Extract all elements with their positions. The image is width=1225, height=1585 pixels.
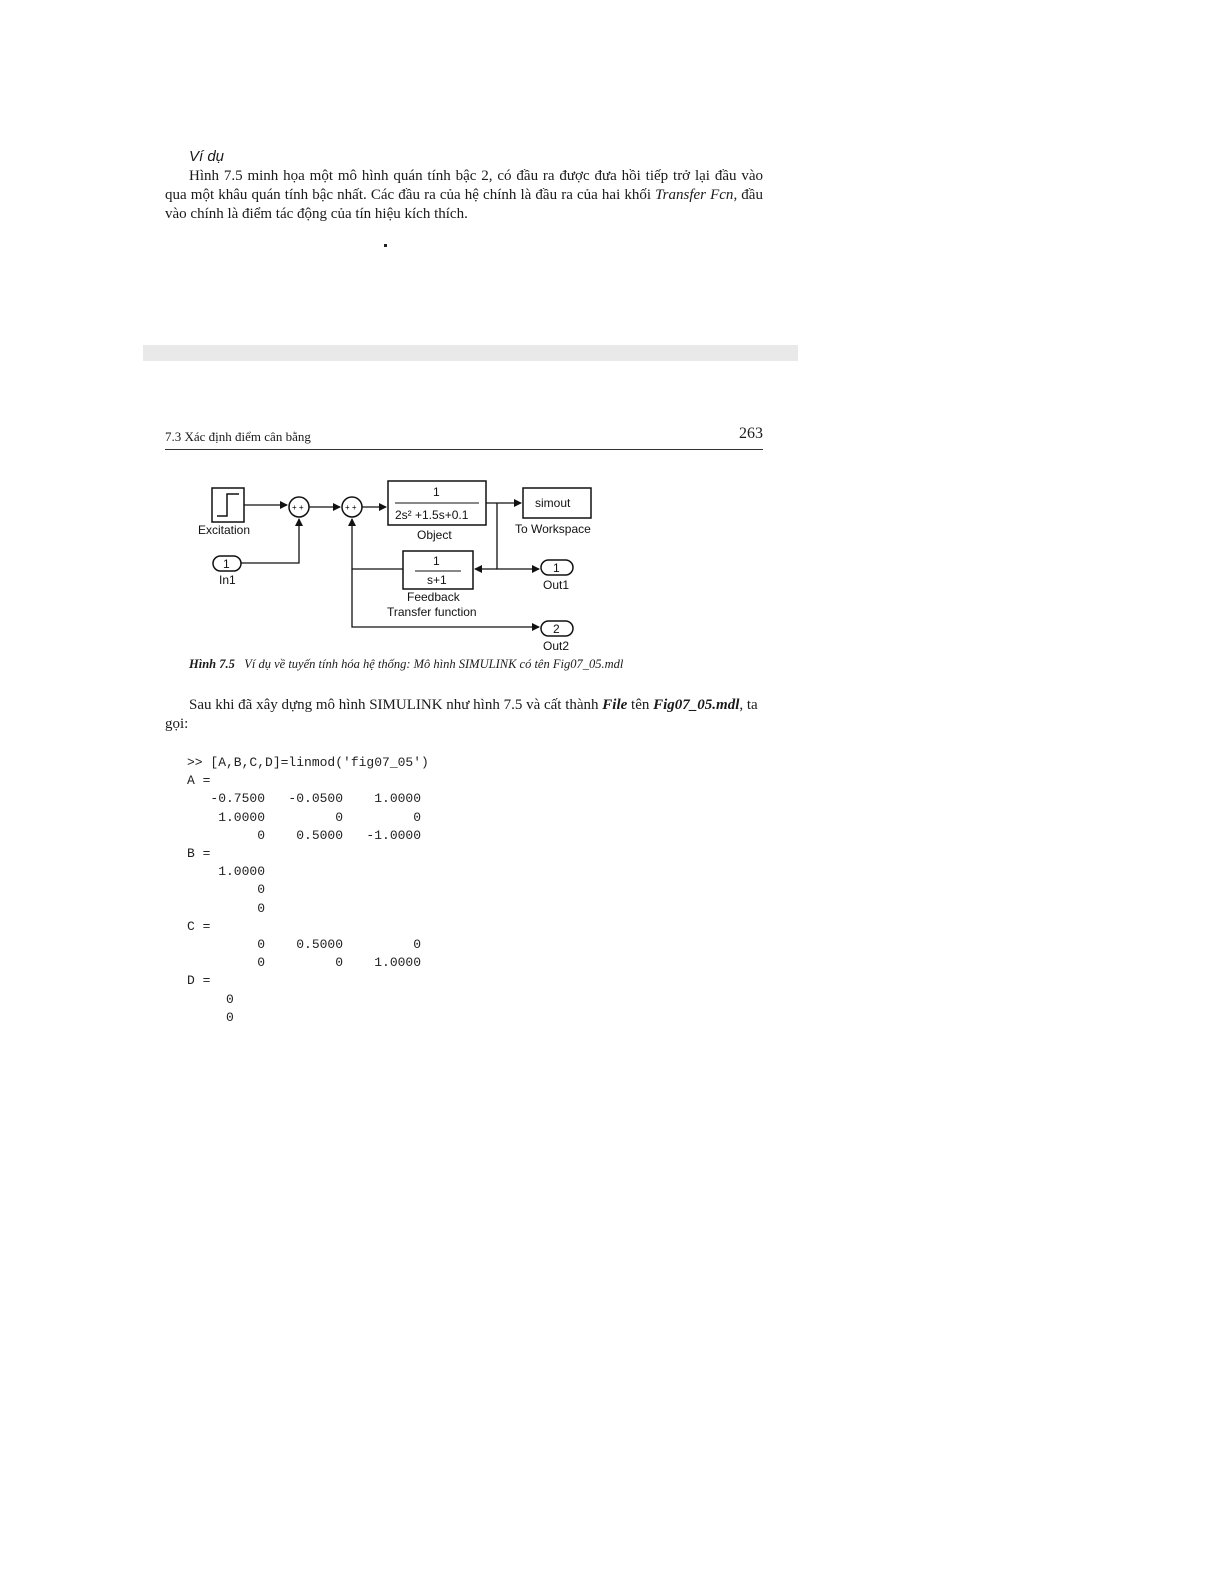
p2-text-3: , ta gọi:	[165, 697, 758, 732]
feedback-block	[387, 551, 477, 619]
header-section-title: 7.3 Xác định điểm cân bằng	[165, 429, 311, 444]
diagram-svg	[165, 470, 763, 660]
paragraph-text-1: Hình 7.5 minh họa một mô hình quán tính bậc 2, có đầu ra được đưa hồi tiếp trở lại đầu vào qua một khâu quán tính bậc nhất. Các đầu ra của hệ chính là đầu ra của hai khối	[165, 168, 763, 203]
object-block	[388, 481, 486, 542]
workspace-block	[515, 488, 591, 536]
in1-number: 1	[223, 557, 230, 571]
sum-2	[342, 497, 362, 517]
object-label: Object	[417, 528, 452, 542]
feedback-label-line2: Transfer function	[387, 605, 477, 619]
out2-number: 2	[553, 622, 560, 636]
stray-dot	[384, 244, 387, 247]
object-denominator: 2s² +1.5s+0.1	[395, 508, 469, 522]
page-separator	[143, 345, 798, 361]
out2-label: Out2	[543, 639, 570, 653]
figure-caption	[189, 657, 623, 672]
simulink-diagram	[165, 470, 763, 660]
header-page-number: 263	[739, 425, 763, 442]
caption-text: Ví dụ về tuyến tính hóa hệ thống: Mô hình SIMULINK có tên Fig07_05.mdl	[244, 657, 624, 671]
workspace-label: To Workspace	[515, 522, 591, 536]
matlab-output: >> [A,B,C,D]=linmod('fig07_05') A = -0.7500 -0.0500 1.0000 1.0000 0 0 0 0.5000 -1.0000 B = 1.0000 0 0 C = 0 0.5000 0 0 0 1.0000 D = 0 0	[187, 755, 429, 1025]
p2-text-1: Sau khi đã xây dựng mô hình SIMULINK như hình 7.5 và cất thành	[189, 697, 603, 713]
out2-port	[541, 621, 573, 653]
p2-text-2: tên	[627, 697, 654, 713]
sum-2-signs: + +	[345, 503, 357, 512]
body-paragraph	[165, 696, 763, 734]
feedback-denominator: s+1	[427, 573, 447, 587]
sum-1	[289, 497, 309, 517]
paragraph-text-2: , đầu vào chính là điểm tác động của tín hiệu kích thích.	[165, 187, 763, 222]
workspace-text: simout	[535, 496, 571, 510]
p2-italic-2: Fig07_05.mdl	[653, 697, 740, 713]
p2-italic-1: File	[602, 697, 628, 713]
page-header	[165, 425, 763, 450]
out1-number: 1	[553, 561, 560, 575]
caption-label: Hình 7.5	[189, 657, 235, 671]
excitation-label: Excitation	[198, 523, 251, 537]
paragraph-italic: Transfer Fcn	[655, 187, 734, 203]
sum-1-signs: + +	[292, 503, 304, 512]
example-paragraph	[165, 167, 763, 224]
object-numerator: 1	[433, 485, 440, 499]
out1-label: Out1	[543, 578, 570, 592]
in1-port	[213, 556, 241, 587]
feedback-numerator: 1	[433, 554, 440, 568]
feedback-label-line1: Feedback	[407, 590, 460, 604]
out1-port	[541, 560, 573, 592]
example-heading: Ví dụ	[189, 148, 225, 165]
in1-label: In1	[219, 573, 236, 587]
upper-page-fragment	[0, 0, 1225, 345]
excitation-block	[198, 488, 250, 537]
